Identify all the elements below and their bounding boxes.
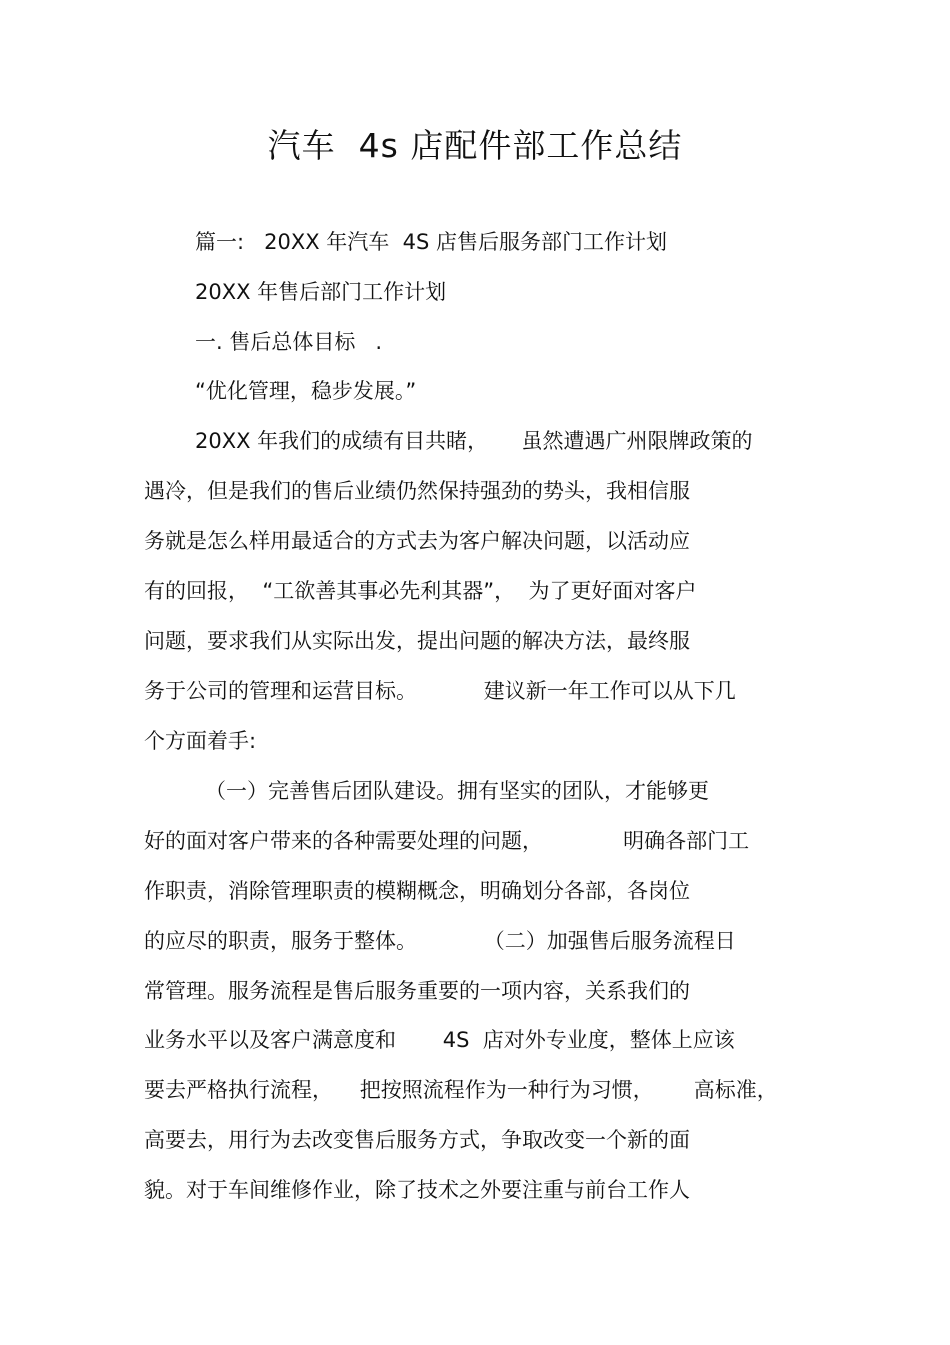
body-line: 20XX 年我们的成绩有目共睹， 虽然遭遇广州限牌政策的 xyxy=(195,429,753,453)
body-line: 20XX 年售后部门工作计划 xyxy=(195,280,447,304)
body-line: 好的面对客户带来的各种需要处理的问题， 明确各部门工 xyxy=(144,829,750,853)
body-line: 业务水平以及客户满意度和 4S 店对外专业度，整体上应该 xyxy=(144,1028,735,1052)
body-line: 高要去，用行为去改变售后服务方式，争取改变一个新的面 xyxy=(144,1128,690,1152)
body-line: 的应尽的职责，服务于整体。 （二）加强售后服务流程日 xyxy=(144,929,736,953)
body-line: 务于公司的管理和运营目标。 建议新一年工作可以从下几 xyxy=(144,679,736,703)
body-line: 有的回报， “工欲善其事必先利其器”， 为了更好面对客户 xyxy=(144,579,697,603)
body-line: 要去严格执行流程， 把按照流程作为一种行为习惯， 高标准， xyxy=(144,1078,778,1102)
body-line: “优化管理，稳步发展。” xyxy=(195,379,417,403)
document-title: 汽车 4s 店配件部工作总结 xyxy=(267,126,683,165)
body-line: 常管理。服务流程是售后服务重要的一项内容，关系我们的 xyxy=(144,979,690,1003)
body-line: 个方面着手: xyxy=(144,729,257,753)
body-line: 问题，要求我们从实际出发，提出问题的解决方法，最终服 xyxy=(144,629,690,653)
body-line: （一）完善售后团队建设。拥有坚实的团队，才能够更 xyxy=(205,779,709,803)
body-line: 作职责，消除管理职责的模糊概念，明确划分各部，各岗位 xyxy=(144,879,690,903)
body-line: 遇冷，但是我们的售后业绩仍然保持强劲的势头，我相信服 xyxy=(144,479,690,503)
body-line: 篇一: 20XX 年汽车 4S 店售后服务部门工作计划 xyxy=(195,230,667,254)
body-line: 貌。对于车间维修作业，除了技术之外要注重与前台工作人 xyxy=(144,1178,690,1202)
body-line: 务就是怎么样用最适合的方式去为客户解决问题，以活动应 xyxy=(144,529,690,553)
body-line: 一. 售后总体目标 . xyxy=(195,330,383,354)
